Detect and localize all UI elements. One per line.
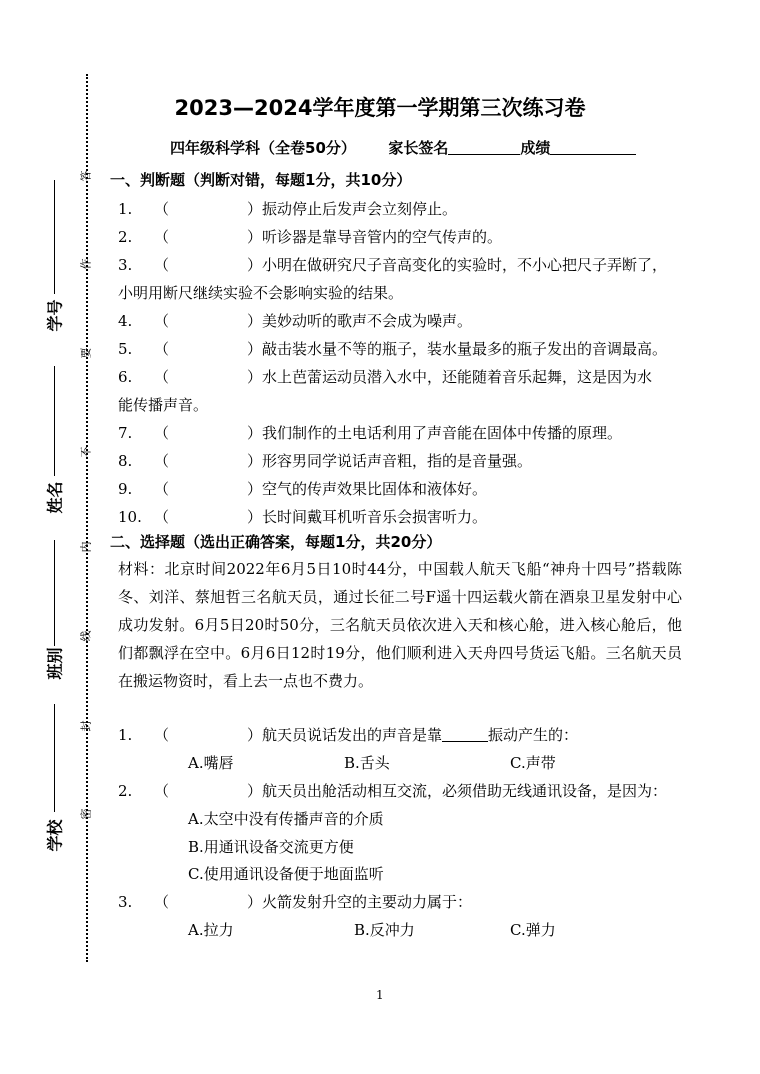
mc-q2-option-c[interactable]: C.使用通讯设备便于地面监听 [188, 865, 384, 883]
tf-question-4: 4. （ ）美妙动听的歌声不会成为噪声。 [118, 312, 473, 330]
reading-material: 材料：北京时间2022年6月5日10时44分，中国载人航天飞船“神舟十四号”搭载陈冬、刘洋、蔡旭哲三名航天员，通过长征二号F遥十四运载火箭在酒泉卫星发射中心成功发射。6月5日20时50分，三名航天员依次进入天和核心舱，进入核心舱后，他们都飘浮在空中。6月6日12时19分，他们顺利进入天舟四号货运飞船。三名航天员在搬运物资时，看上去一点也不费力。 [118, 560, 682, 690]
name-underline [54, 366, 55, 476]
seal-char: 作 [79, 258, 93, 270]
mc-q3-option-b[interactable]: B.反冲力 [354, 921, 415, 939]
mc-question-1: 1. （ ）航天员说话发出的声音是靠 振动产生的： [118, 726, 579, 744]
score-field[interactable] [550, 140, 636, 155]
exam-subtitle [170, 137, 636, 158]
tf-question-3: 3. （ ）小明在做研究尺子音高变化的实验时，不小心把尺子弄断了， [118, 256, 668, 274]
mc-question-2: 2. （ ）航天员出舱活动相互交流，必须借助无线通讯设备，是因为： [118, 782, 668, 800]
mc-q2-option-a[interactable]: A.太空中没有传播声音的介质 [188, 810, 384, 828]
mc-q3-option-c[interactable]: C.弹力 [510, 921, 556, 939]
school-underline [54, 704, 55, 812]
seal-char: 不 [79, 446, 93, 458]
answer-blank[interactable] [442, 727, 488, 742]
seal-char: 密 [79, 808, 93, 820]
mc-q1-option-c[interactable]: C.声带 [510, 754, 556, 772]
mc-q3-option-a[interactable]: A.拉力 [188, 921, 234, 939]
seal-dotted-line [86, 74, 88, 962]
mc-q1-option-a[interactable]: A.嘴唇 [188, 754, 234, 772]
tf-question-10: 10. （ ）长时间戴耳机听音乐会损害听力。 [118, 508, 488, 526]
mc-q1-option-b[interactable]: B.舌头 [344, 754, 390, 772]
parent-sign-field[interactable] [448, 140, 520, 155]
page-title: 2023—2024学年度第一学期第三次练习卷 [174, 96, 586, 120]
page-number: 1 [376, 988, 384, 1002]
class-underline [54, 540, 55, 646]
section2-heading: 二、选择题（选出正确答案，每题1分，共20分） [110, 533, 442, 551]
student-id-underline [54, 180, 55, 294]
seal-char: 线 [79, 630, 93, 642]
tf-question-2: 2. （ ）听诊器是靠导音管内的空气传声的。 [118, 228, 503, 246]
student-id-label: 学号 [45, 299, 65, 332]
tf-question-3-cont: 小明用断尺继续实验不会影响实验的结果。 [118, 284, 404, 302]
mc-q2-option-b[interactable]: B.用通讯设备交流更方便 [188, 838, 354, 856]
tf-question-6-cont: 能传播声音。 [118, 396, 209, 414]
mc-question-3: 3. （ ）火箭发射升空的主要动力属于： [118, 893, 473, 911]
seal-char: 要 [79, 347, 93, 359]
parent-sign-label: 家长签名 [388, 139, 449, 157]
tf-question-7: 7. （ ）我们制作的土电话利用了声音能在固体中传播的原理。 [118, 424, 623, 442]
score-label: 成绩 [520, 139, 551, 157]
school-label: 学校 [45, 819, 65, 852]
name-label: 姓名 [45, 481, 65, 514]
class-label: 班别 [45, 647, 65, 680]
tf-question-9: 9. （ ）空气的传声效果比固体和液体好。 [118, 480, 488, 498]
tf-question-6: 6. （ ）水上芭蕾运动员潜入水中，还能随着音乐起舞，这是因为水 [118, 368, 653, 386]
grade-subject: 四年级科学科（全卷50分） [170, 139, 356, 157]
tf-question-1: 1. （ ）振动停止后发声会立刻停止。 [118, 200, 458, 218]
tf-question-5: 5. （ ）敲击装水量不等的瓶子，装水量最多的瓶子发出的音调最高。 [118, 340, 668, 358]
section1-heading: 一、判断题（判断对错，每题1分，共10分） [110, 171, 412, 189]
seal-char: 封 [79, 720, 93, 732]
seal-char: 答 [79, 170, 93, 182]
seal-char: 内 [79, 541, 93, 553]
tf-question-8: 8. （ ）形容男同学说话声音粗，指的是音量强。 [118, 452, 533, 470]
